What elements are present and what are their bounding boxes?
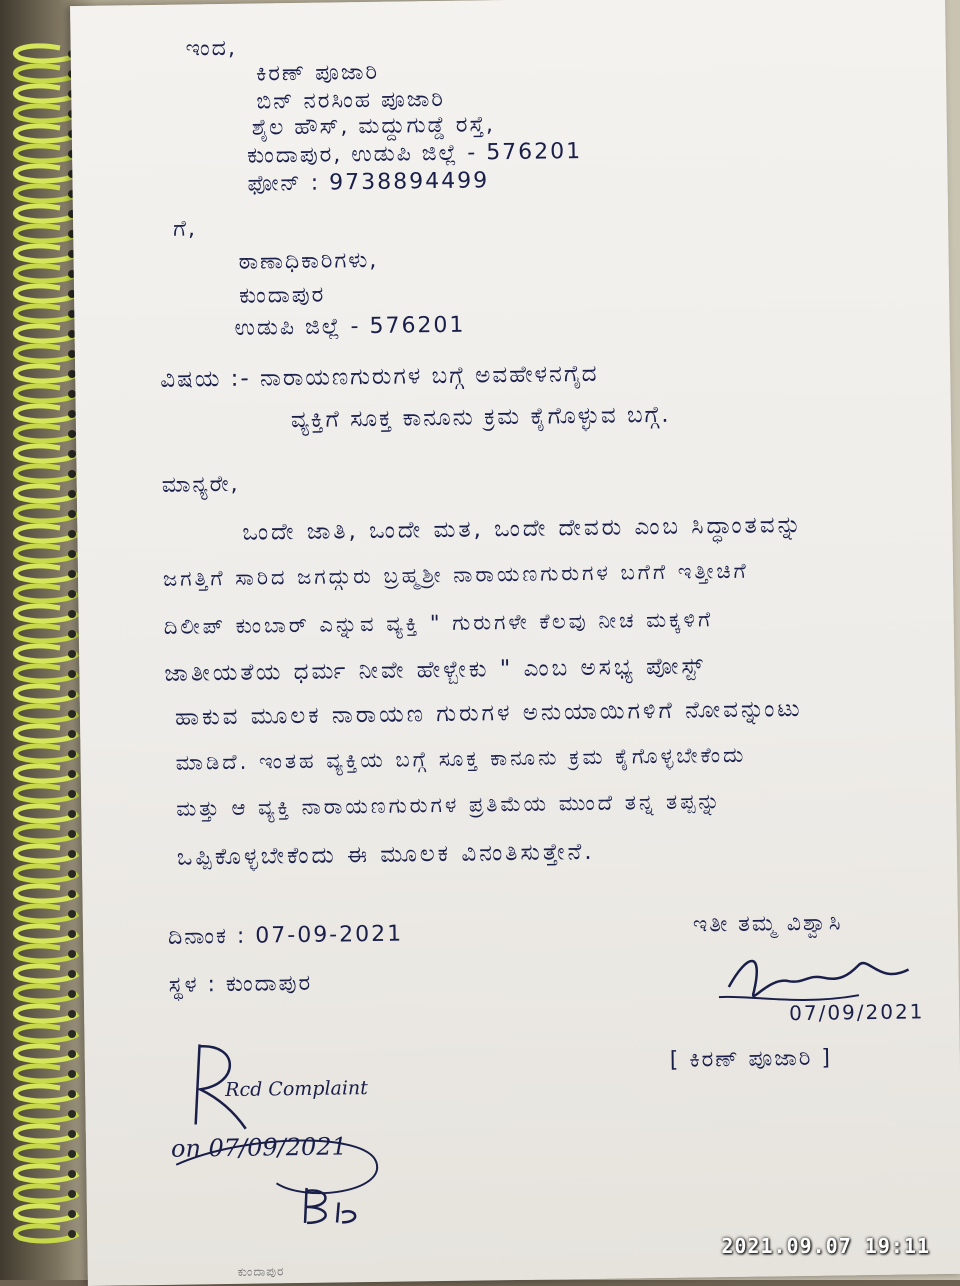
- sender-father-name: ಬಿನ್ ನರಸಿಂಹ ಪೂಜಾರಿ: [256, 86, 446, 115]
- spiral-hole: [68, 670, 76, 678]
- subject-line-2: ವ್ಯಕ್ತಿಗೆ ಸೂಕ್ತ ಕಾನೂನು ಕ್ರಮ ಕೈಗೊಳ್ಳುವ ಬಗ್ಗೆ.: [290, 401, 671, 434]
- sender-address: ಶೈಲ ಹೌಸ್, ಮದ್ದುಗುಡ್ಡೆ ರಸ್ತೆ,: [251, 112, 496, 141]
- spiral-hole: [68, 690, 76, 698]
- spiral-hole: [68, 450, 76, 458]
- spiral-hole: [68, 990, 76, 998]
- notebook-spiral-binding: [0, 40, 80, 1250]
- body-line: ಒಂದೇ ಜಾತಿ, ಒಂದೇ ಮತ, ಒಂದೇ ದೇವರು ಎಂಬ ಸಿದ್ಧಾಂತವನ್ನು: [242, 511, 804, 546]
- police-note-received: Rcd Complaint: [225, 1077, 369, 1102]
- body-line: ಹಾಕುವ ಮೂಲಕ ನಾರಾಯಣ ಗುರುಗಳ ಅನುಯಾಯಿಗಳಿಗೆ ನೋವನ್ನುಂಟು: [174, 695, 803, 731]
- spiral-hole: [68, 950, 76, 958]
- body-line: ಒಪ್ಪಿಕೊಳ್ಳಬೇಕೆಂದು ಈ ಮೂಲಕ ವಿನಂತಿಸುತ್ತೇನೆ.: [176, 838, 595, 871]
- recipient-title: ಠಾಣಾಧಿಕಾರಿಗಳು,: [238, 247, 379, 275]
- closing-text: ಇತೀ ತಮ್ಮ ವಿಶ್ವಾಸಿ: [692, 910, 843, 938]
- spiral-hole: [68, 830, 76, 838]
- spiral-hole: [68, 850, 76, 858]
- body-line: ಮತ್ತು ಆ ವ್ಯಕ್ತಿ ನಾರಾಯಣಗುರುಗಳ ಪ್ರತಿಮೆಯ ಮುಂದೆ ತನ್ನ ತಪ್ಪನ್ನು: [176, 789, 723, 821]
- camera-timestamp: 2021.09.07 19:11: [721, 1234, 930, 1258]
- spiral-hole: [68, 910, 76, 918]
- police-signature-swoosh: [166, 1122, 398, 1235]
- spiral-hole: [68, 430, 76, 438]
- signer-name: [ ಕಿರಣ್ ಪೂಜಾರಿ ]: [669, 1045, 833, 1073]
- spiral-hole: [68, 870, 76, 878]
- spiral-hole: [68, 510, 76, 518]
- salutation: ಮಾನ್ಯರೇ,: [161, 471, 240, 498]
- recipient-city: ಕುಂದಾಪುರ: [238, 282, 326, 309]
- spiral-hole: [68, 1210, 76, 1218]
- spiral-hole: [68, 470, 76, 478]
- place-line: ಸ್ಥಳ : ಕುಂದಾಪುರ: [168, 970, 313, 998]
- spiral-hole: [68, 1110, 76, 1118]
- recipient-district: ಉಡುಪಿ ಜಿಲ್ಲೆ - 576201: [234, 312, 466, 341]
- spiral-hole: [68, 810, 76, 818]
- signature-date: 07/09/2021: [789, 999, 925, 1026]
- body-line: ಜಾತೀಯತೆಯ ಧರ್ಮ ನೀವೇ ಹೇಳ್ಬೇಕು " ಎಂಬ ಅಸಭ್ಯ ಪೋಸ್ಟ್: [164, 653, 706, 687]
- from-label: ಇಂದ,: [185, 35, 238, 62]
- spiral-hole: [68, 550, 76, 558]
- spiral-hole: [68, 1230, 76, 1238]
- spiral-hole: [68, 650, 76, 658]
- spiral-hole: [68, 710, 76, 718]
- letter-page: [70, 0, 960, 1286]
- spiral-hole: [68, 750, 76, 758]
- bottom-page-stamp: ಕುಂದಾಪುರ: [237, 1264, 285, 1279]
- body-line: ಜಗತ್ತಿಗೆ ಸಾರಿದ ಜಗದ್ಗುರು ಬ್ರಹ್ಮಶ್ರೀ ನಾರಾಯಣಗುರುಗಳ ಬಗೆಗೆ ಇತ್ತೀಚಿಗೆ: [162, 558, 749, 591]
- spiral-hole: [68, 1170, 76, 1178]
- spiral-hole: [68, 570, 76, 578]
- spiral-hole: [68, 1190, 76, 1198]
- date-line: ದಿನಾಂಕ : 07-09-2021: [167, 921, 404, 950]
- spiral-hole: [68, 770, 76, 778]
- spiral-hole: [68, 890, 76, 898]
- sender-name: ಕಿರಣ್ ಪೂಜಾರಿ: [255, 59, 380, 87]
- police-note-date: on 07/09/2021: [170, 1132, 348, 1163]
- spiral-hole: [68, 610, 76, 618]
- spiral-hole: [68, 1130, 76, 1138]
- spiral-hole: [68, 930, 76, 938]
- spiral-hole: [68, 590, 76, 598]
- spiral-hole: [68, 790, 76, 798]
- spiral-hole: [68, 490, 76, 498]
- spiral-hole: [68, 730, 76, 738]
- sender-phone: ಫೋನ್ : 9738894499: [247, 168, 490, 197]
- sender-city: ಕುಂದಾಪುರ, ಉಡುಪಿ ಜಿಲ್ಲೆ - 576201: [246, 138, 583, 169]
- spiral-hole: [68, 1090, 76, 1098]
- to-label: ಗೆ,: [172, 216, 198, 242]
- body-line: ಮಾಡಿದೆ. ಇಂತಹ ವ್ಯಕ್ತಿಯ ಬಗ್ಗೆ ಸೂಕ್ತ ಕಾನೂನು ಕ್ರಮ ಕೈಗೊಳ್ಳಬೇಕೆಂದು: [175, 742, 747, 775]
- subject-line-1: ವಿಷಯ :- ನಾರಾಯಣಗುರುಗಳ ಬಗ್ಗೆ ಅವಹೇಳನಗೈದ: [160, 360, 599, 393]
- spiral-hole: [68, 1030, 76, 1038]
- spiral-hole: [68, 530, 76, 538]
- spiral-hole: [68, 1070, 76, 1078]
- spiral-hole: [68, 1050, 76, 1058]
- spiral-hole: [68, 1010, 76, 1018]
- spiral-hole: [68, 970, 76, 978]
- spiral-hole: [68, 1150, 76, 1158]
- spiral-hole: [68, 630, 76, 638]
- body-line: ದಿಲೀಪ್ ಕುಂಬಾರ್ ಎನ್ನುವ ವ್ಯಕ್ತಿ " ಗುರುಗಳೇ ಕೆಲವು ನೀಚ ಮಕ್ಕಳಿಗೆ: [163, 607, 714, 639]
